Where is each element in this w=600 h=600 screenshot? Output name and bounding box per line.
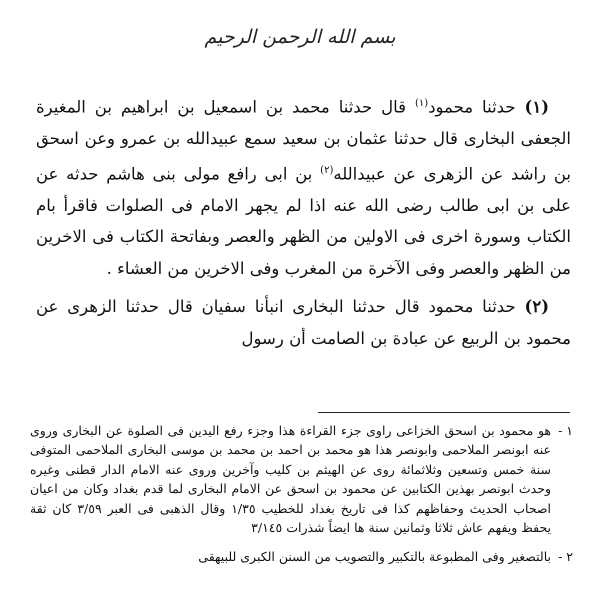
paragraph-text: حدثنا محمود قال حدثنا البخارى انبأنا سفيان قال حدثنا الزهرى عن محمود بن الربيع عن عبادة بن الصامت أن رسول [36, 297, 571, 348]
paragraph-text: حدثنا محمود [428, 97, 516, 117]
paragraph-number: (٢) [524, 297, 550, 316]
footnote-2 [30, 547, 575, 566]
footnote-text: بالتصغير وفى المطبوعة بالتكبير والتصويب من السنن الكبرى للبيهقى [198, 549, 551, 565]
footnotes [30, 421, 575, 567]
footnote-text: هو محمود بن اسحق الخزاعى راوى جزء القراءة هذا وجزء رفع اليدين فى الصلوة عن البخارى وروى عنه ابونصر الملاحمى وابونصر هذا هو محمد بن احمد بن محمد بن موسى البخارى الملاحمى المتوفى سنة خمس وتسعين وثلاثمائة روى عن الهيثم بن كليب وآخرين وروى عنه الامام الدار قطنى وغيره وحدث ابونصر بهذين الكتابين عن محمود بن اسحق عن الامام البخارى لما قدم بغداد وكان من اعيان اصحاب الحديث وحفاظهم كذا فى تاريخ بغداد للخطيب ١/٣٥ وقال الذهبى فى العبر ٣/٥٩ كان ثقة يحفظ ويفهم عاش ثلاثا وثمانين سنة ها ايضاً شذرات ٣/١٤٥ [30, 423, 551, 536]
footnote-1 [30, 421, 575, 537]
basmala-heading: بسم الله الرحمن الرحيم [204, 26, 396, 48]
footnote-marker: (١) [415, 98, 429, 109]
paragraph-2 [36, 291, 571, 354]
footnote-number: ٢ - [558, 549, 573, 565]
paragraph-text: قال حدثنا محمد بن اسمعيل بن ابراهيم بن المغيرة الجعفى البخارى قال حدثنا عثمان بن سعيد سمع عبيدالله بن عمرو وعن اسحق بن راشد عن الزهرى عن عبيدالله [36, 97, 572, 183]
paragraph-1 [36, 88, 571, 284]
footnote-number: ١ - [558, 423, 573, 438]
paragraph-text: بن ابى رافع مولى بنى هاشم حدثه عن على بن ابى طالب رضى الله عنه اذا لم يجهر الامام فى الصلوات فاقرأ بام الكتاب وسورة اخرى فى الاولين من الظهر والعصر وبفاتحة الكتاب فى الاخرين من الظهر والعصر وفى الآخرة من المغرب وفى الاخرين من العشاء . [36, 164, 571, 278]
paragraph-number: (١) [524, 97, 550, 117]
main-text [36, 88, 571, 354]
footnote-separator [318, 412, 570, 413]
footnote-marker: (٢) [320, 164, 334, 176]
